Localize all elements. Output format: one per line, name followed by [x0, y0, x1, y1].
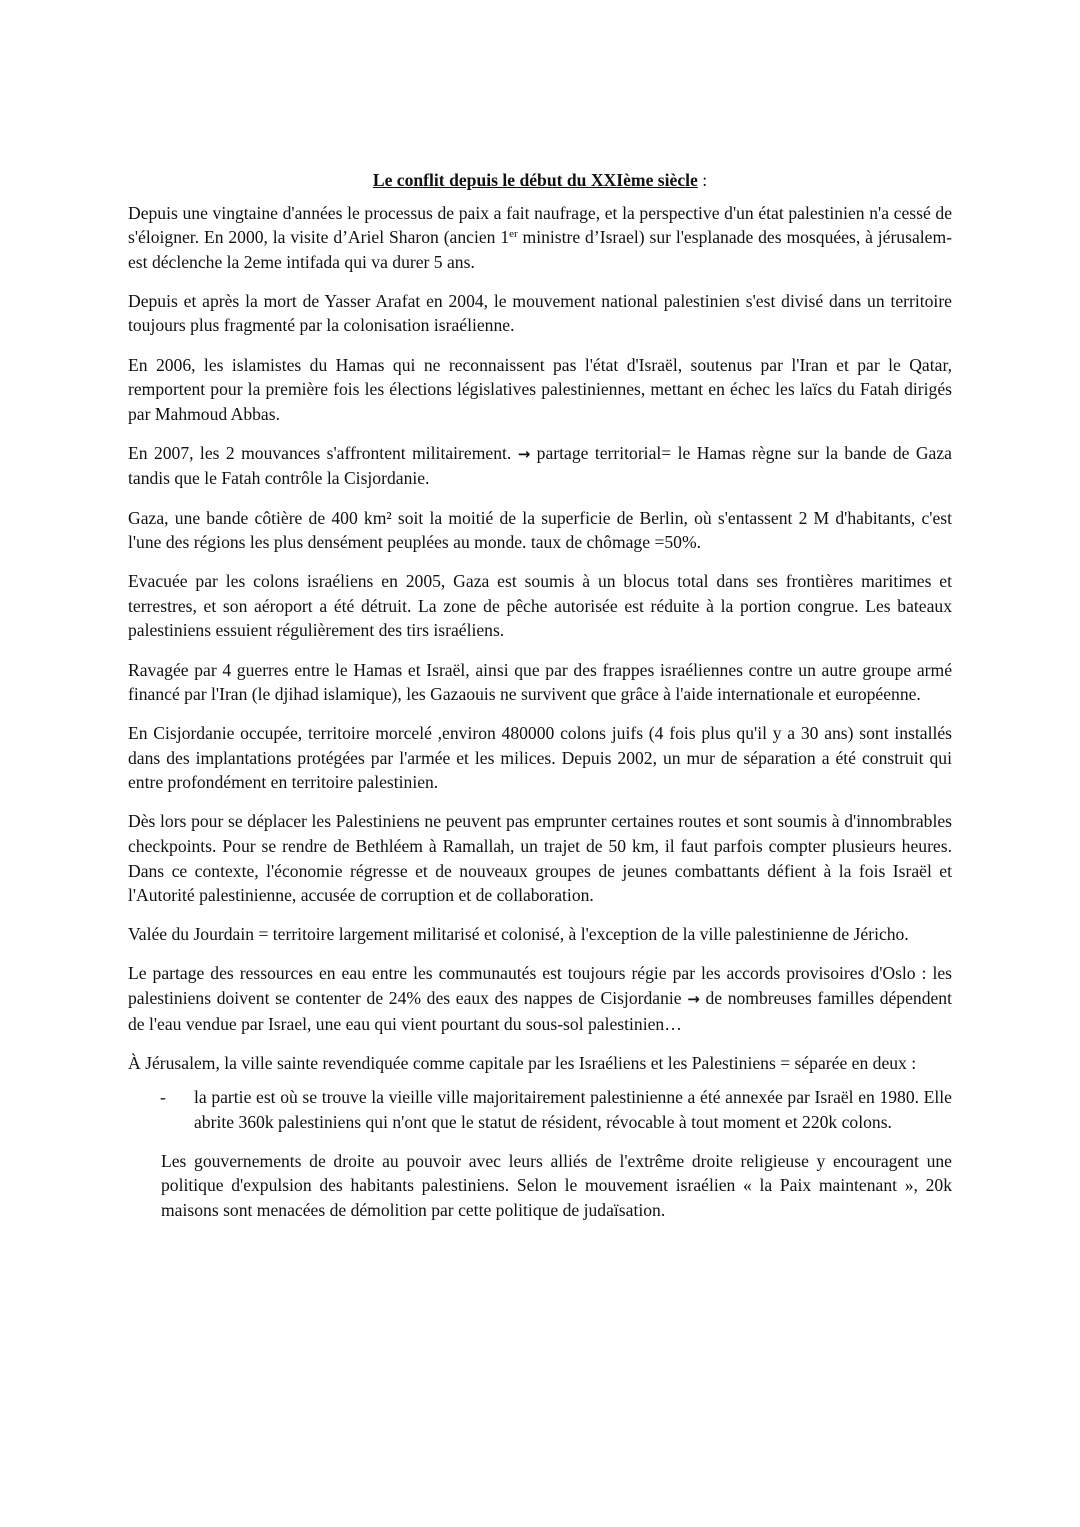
- paragraph-checkpoints: Dès lors pour se déplacer les Palestiniens ne peuvent pas emprunter certaines routes et sont soumis à d'innombrables checkpoints. Pour se rendre de Bethléem à Ramallah, un trajet de 50 km, il faut parfois compter plusieurs heures. Dans ce contexte, l'économie régresse et de nouveaux groupes de jeunes combattants défient à la fois Israël et l'Autorité palestinienne, accusée de corruption et de collaboration.: [128, 811, 952, 906]
- arrow-right-icon: →: [687, 990, 700, 1009]
- paragraph-blockade: Evacuée par les colons israéliens en 2005, Gaza est soumis à un blocus total dans ses frontières maritimes et terrestres, et son aéroport a été détruit. La zone de pêche autorisée est réduite à la portion congrue. Les bateaux palestiniens essuient régulièrement des tirs israéliens.: [128, 571, 952, 641]
- paragraph-water: [128, 961, 952, 1036]
- document-title-suffix: :: [697, 170, 708, 190]
- document-page: [128, 168, 952, 1237]
- arrow-right-icon: →: [517, 444, 531, 463]
- list-dash: -: [160, 1087, 166, 1108]
- paragraph-wars: Ravagée par 4 guerres entre le Hamas et Israël, ainsi que par des frappes israéliennes contre un autre groupe armé financé par l'Iran (le djihad islamique), les Gazaouis ne survivent que grâce à l'aide internationale et européenne.: [128, 659, 952, 705]
- document-title-text: Le conflit depuis le début du XXIème siècle: [372, 170, 698, 190]
- paragraph-intro-text-a: Depuis une vingtaine d'années le processus de paix a fait naufrage, et la perspective d'un état palestinien n'a cessé de s'éloigner. En 2000, la visite d’Ariel Sharon (ancien 1: [128, 202, 952, 248]
- paragraph-2007-text-b: partage territorial= le Hamas règne sur la bande de Gaza tandis que le Fatah contrôle la Cisjordanie.: [128, 442, 952, 489]
- paragraph-gaza: Gaza, une bande côtière de 400 km² soit la moitié de la superficie de Berlin, où s'entassent 2 M d'habitants, c'est l'une des régions les plus densément peuplées au monde. taux de chômage =50%.: [128, 507, 952, 553]
- paragraph-cisjordanie: En Cisjordanie occupée, territoire morcelé ,environ 480000 colons juifs (4 fois plus qu'il y a 30 ans) sont installés dans des implantations protégées par l'armée et les milices. Depuis 2002, un mur de séparation a été construit qui entre profondément en territoire palestinien.: [128, 723, 952, 793]
- paragraph-intro-text-b: ministre d’Israel) sur l'esplanade des mosquées, à jérusalem-est déclenche la 2eme intifada qui va durer 5 ans.: [128, 227, 953, 272]
- paragraph-water-text-a: Le partage des ressources en eau entre les communautés est toujours régie par les accords provisoires d'Oslo : les palestiniens doivent se contenter de 24% des eaux des nappes de Cisjordanie: [128, 963, 952, 1009]
- list-item: [128, 1085, 952, 1134]
- paragraph-intro: [128, 201, 952, 275]
- paragraph-arafat: Depuis et après la mort de Yasser Arafat en 2004, le mouvement national palestinien s'est divisé dans un territoire toujours plus fragmenté par la colonisation israélienne.: [128, 290, 952, 336]
- superscript-er: er: [509, 228, 518, 241]
- paragraph-2007-text-a: En 2007, les 2 mouvances s'affrontent militairement.: [128, 442, 512, 463]
- document-title: [128, 168, 952, 193]
- paragraph-hamas-2006: En 2006, les islamistes du Hamas qui ne reconnaissent pas l'état d'Israël, soutenus par l'Iran et par le Qatar, remportent pour la première fois les élections législatives palestiniennes, mettant en échec les laïcs du Fatah dirigés par Mahmoud Abbas.: [128, 354, 952, 424]
- paragraph-jerusalem: À Jérusalem, la ville sainte revendiquée comme capitale par les Israéliens et les Palestiniens = séparée en deux :: [128, 1052, 917, 1073]
- list-item-text: la partie est où se trouve la vieille ville majoritairement palestinienne a été annexée par Israël en 1980. Elle abrite 360k palestiniens qui n'ont que le statut de résident, révocable à tout moment et 220k colons.: [194, 1087, 952, 1132]
- paragraph-water-text-b: de nombreuses familles dépendent de l'eau vendue par Israel, une eau qui vient pourtant du sous-sol palestinien…: [128, 988, 952, 1034]
- paragraph-2007: [128, 441, 952, 491]
- paragraph-jourdain: Valée du Jourdain = territoire largement militarisé et colonisé, à l'exception de la ville palestinienne de Jéricho.: [128, 924, 909, 945]
- jerusalem-list: [128, 1085, 952, 1134]
- paragraph-expulsion: Les gouvernements de droite au pouvoir avec leurs alliés de l'extrême droite religieuse y encouragent une politique d'expulsion des habitants palestiniens. Selon le mouvement israélien « la Paix maintenant », 20k maisons sont menacées de démolition par cette politique de judaïsation.: [161, 1150, 952, 1220]
